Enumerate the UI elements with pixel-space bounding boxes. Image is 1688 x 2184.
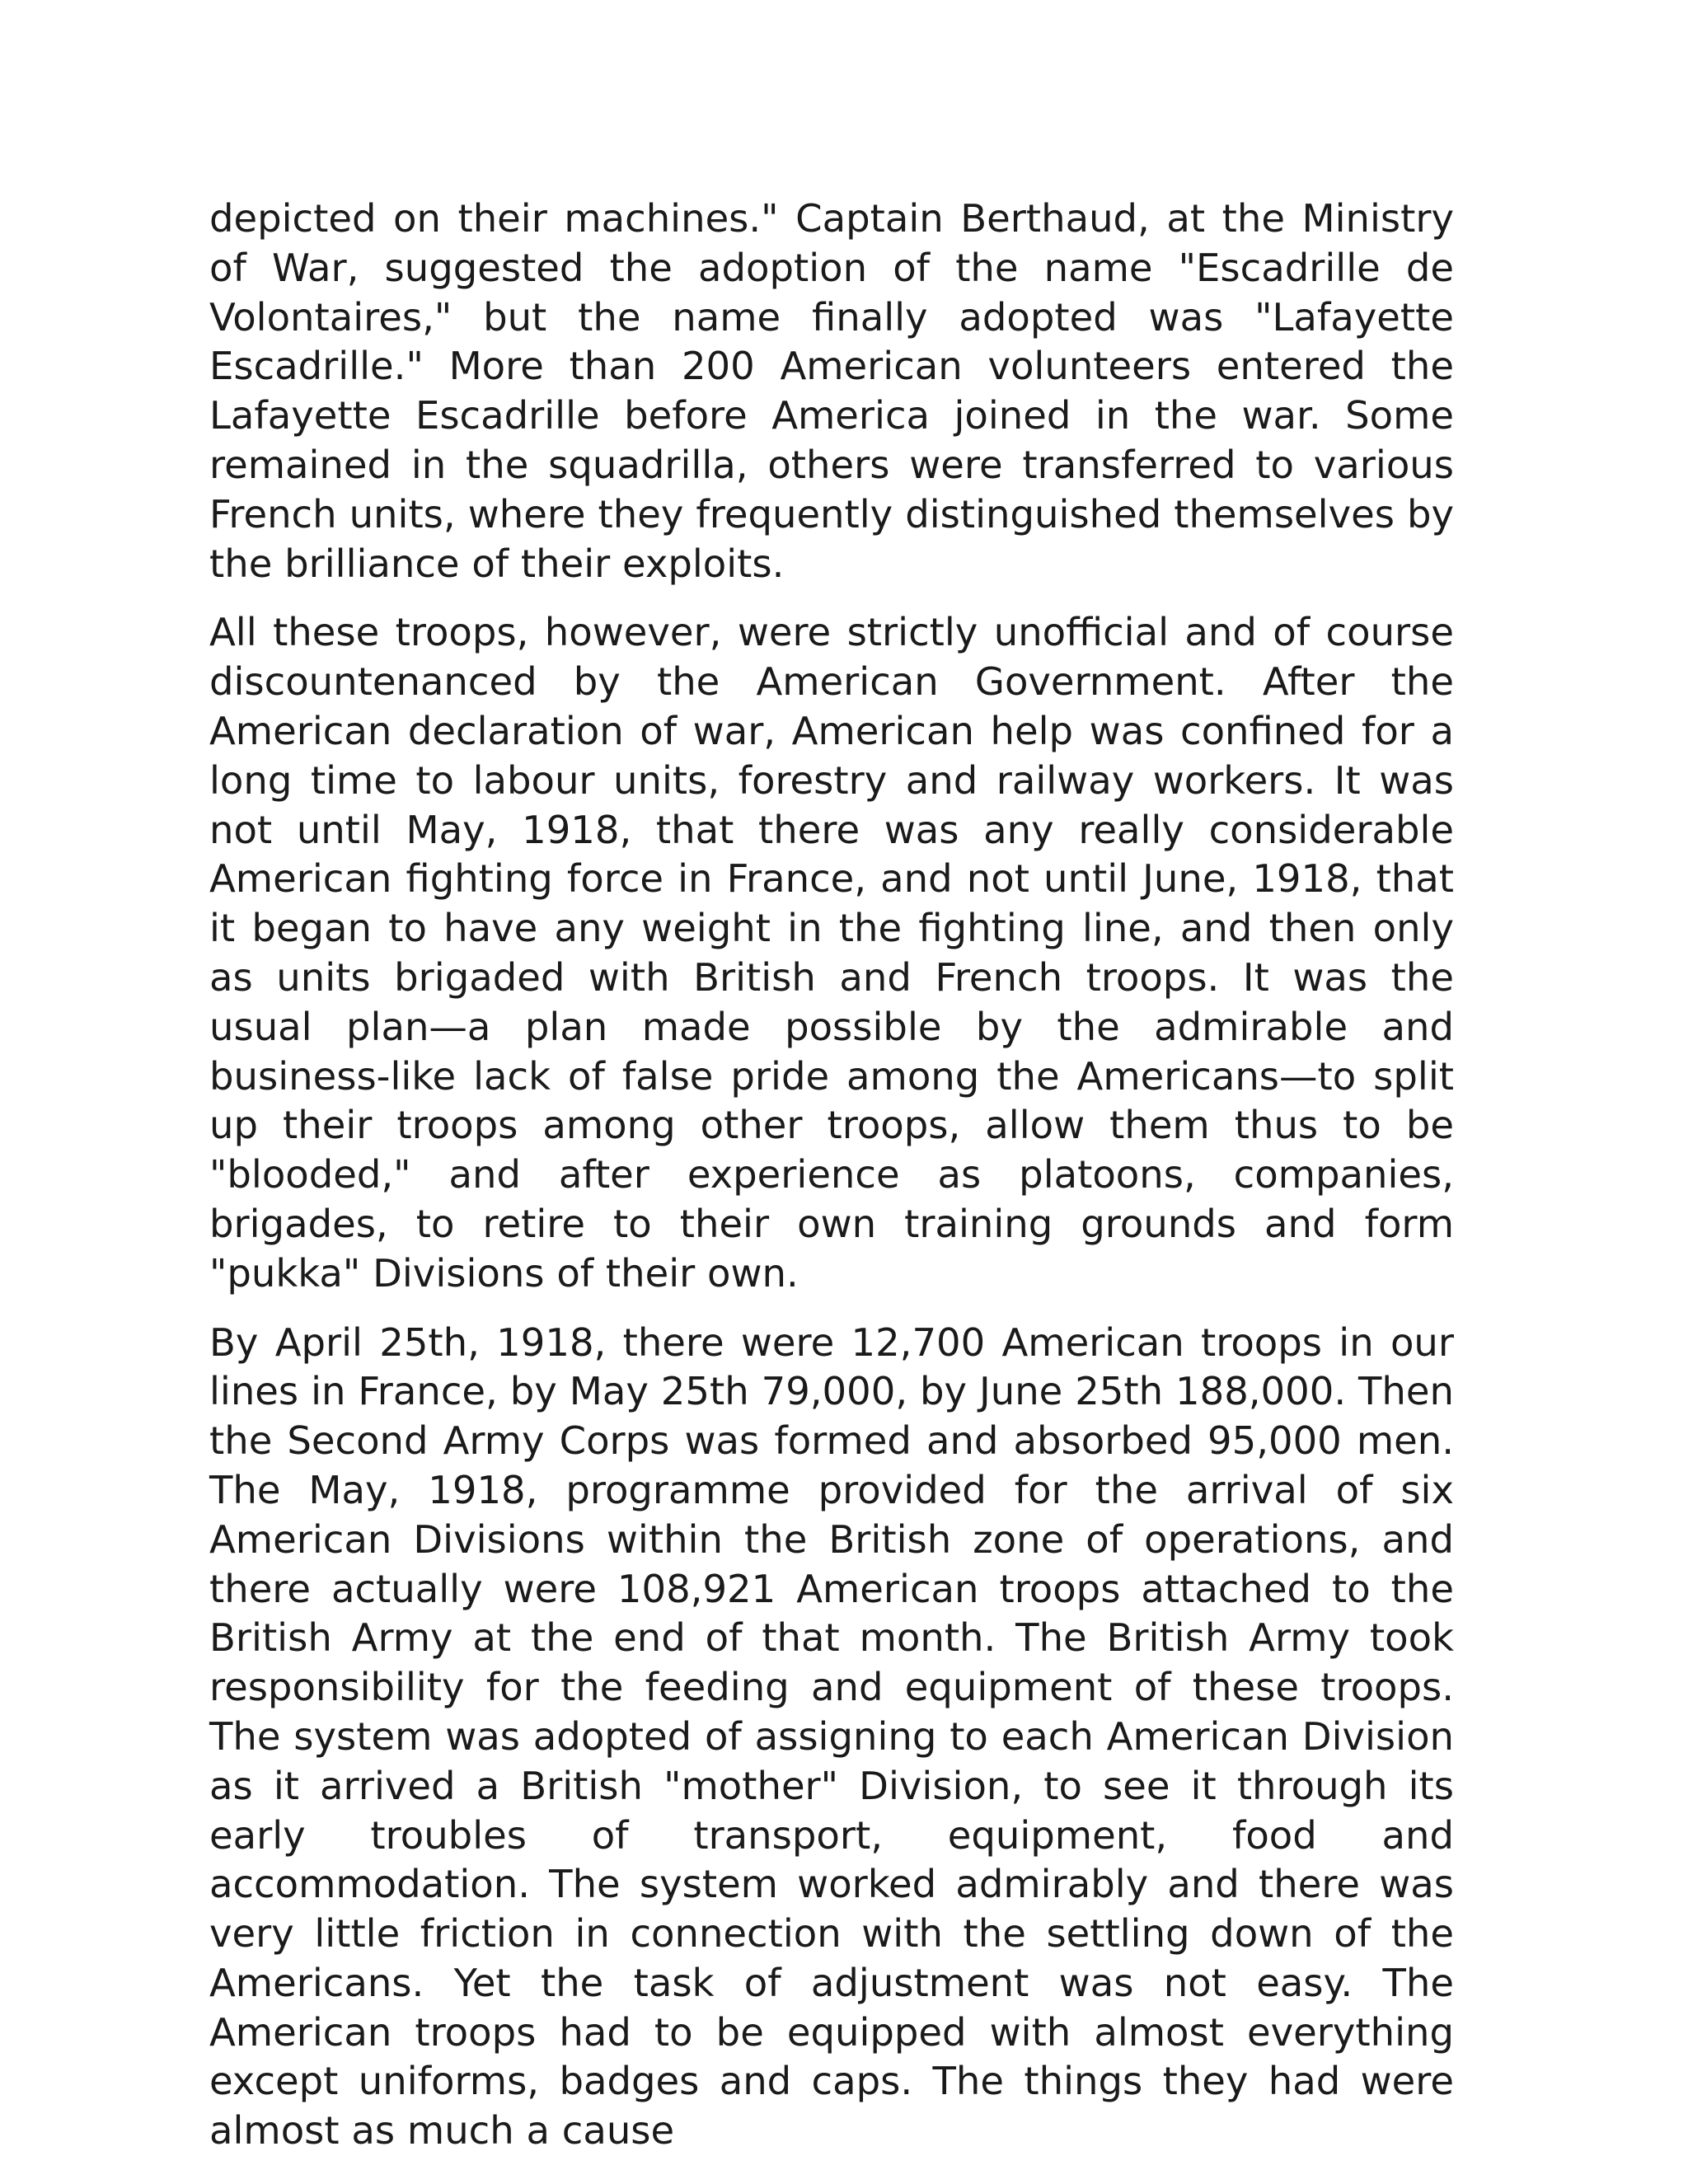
paragraph-3: By April 25th, 1918, there were 12,700 American troops in our lines in France, by May 25th 79,000, by June 25th 188,000. Then the Second Army Corps was formed and absorbed 95,000 men. The May, 1918, programme provided for the arrival of six American Divisions within the British zone of operations, and there actually were 108,921 American troops attached to the British Army at the end of that month. The British Army took responsibility for the feeding and equipment of these troops. The system was adopted of assigning to each American Division as it arrived a British "mother" Division, to see it through its early troubles of transport, equipment, food and accommodation. The system worked admirably and there was very little friction in connection with the settling down of the Americans. Yet the task of adjustment was not easy. The American troops had to be equipped with almost everything except uniforms, badges and caps. The things they had were almost as much a cause bbox=[209, 1319, 1454, 2154]
paragraph-2: All these troops, however, were strictly unofficial and of course discountenanced by the American Government. After the American declaration of war, American help was confined for a long time to labour units, forestry and railway workers. It was not until May, 1918, that there was any really considerable American fighting force in France, and not until June, 1918, that it began to have any weight in the fighting line, and then only as units brigaded with British and French troops. It was the usual plan—a plan made possible by the admirable and business-like lack of false pride among the Americans—to split up their troops among other troops, allow them thus to be "blooded," and after experience as platoons, companies, brigades, to retire to their own training grounds and form "pukka" Divisions of their own. bbox=[209, 610, 1454, 1296]
body-text bbox=[209, 194, 1454, 2176]
paragraph-1: depicted on their machines." Captain Berthaud, at the Ministry of War, suggested the adoption of the name "Escadrille de Volontaires," but the name finally adopted was "Lafayette Escadrille." More than 200 American volunteers entered the Lafayette Escadrille before America joined in the war. Some remained in the squadrilla, others were transferred to various French units, where they frequently distinguished themselves by the brilliance of their exploits. bbox=[209, 196, 1454, 586]
